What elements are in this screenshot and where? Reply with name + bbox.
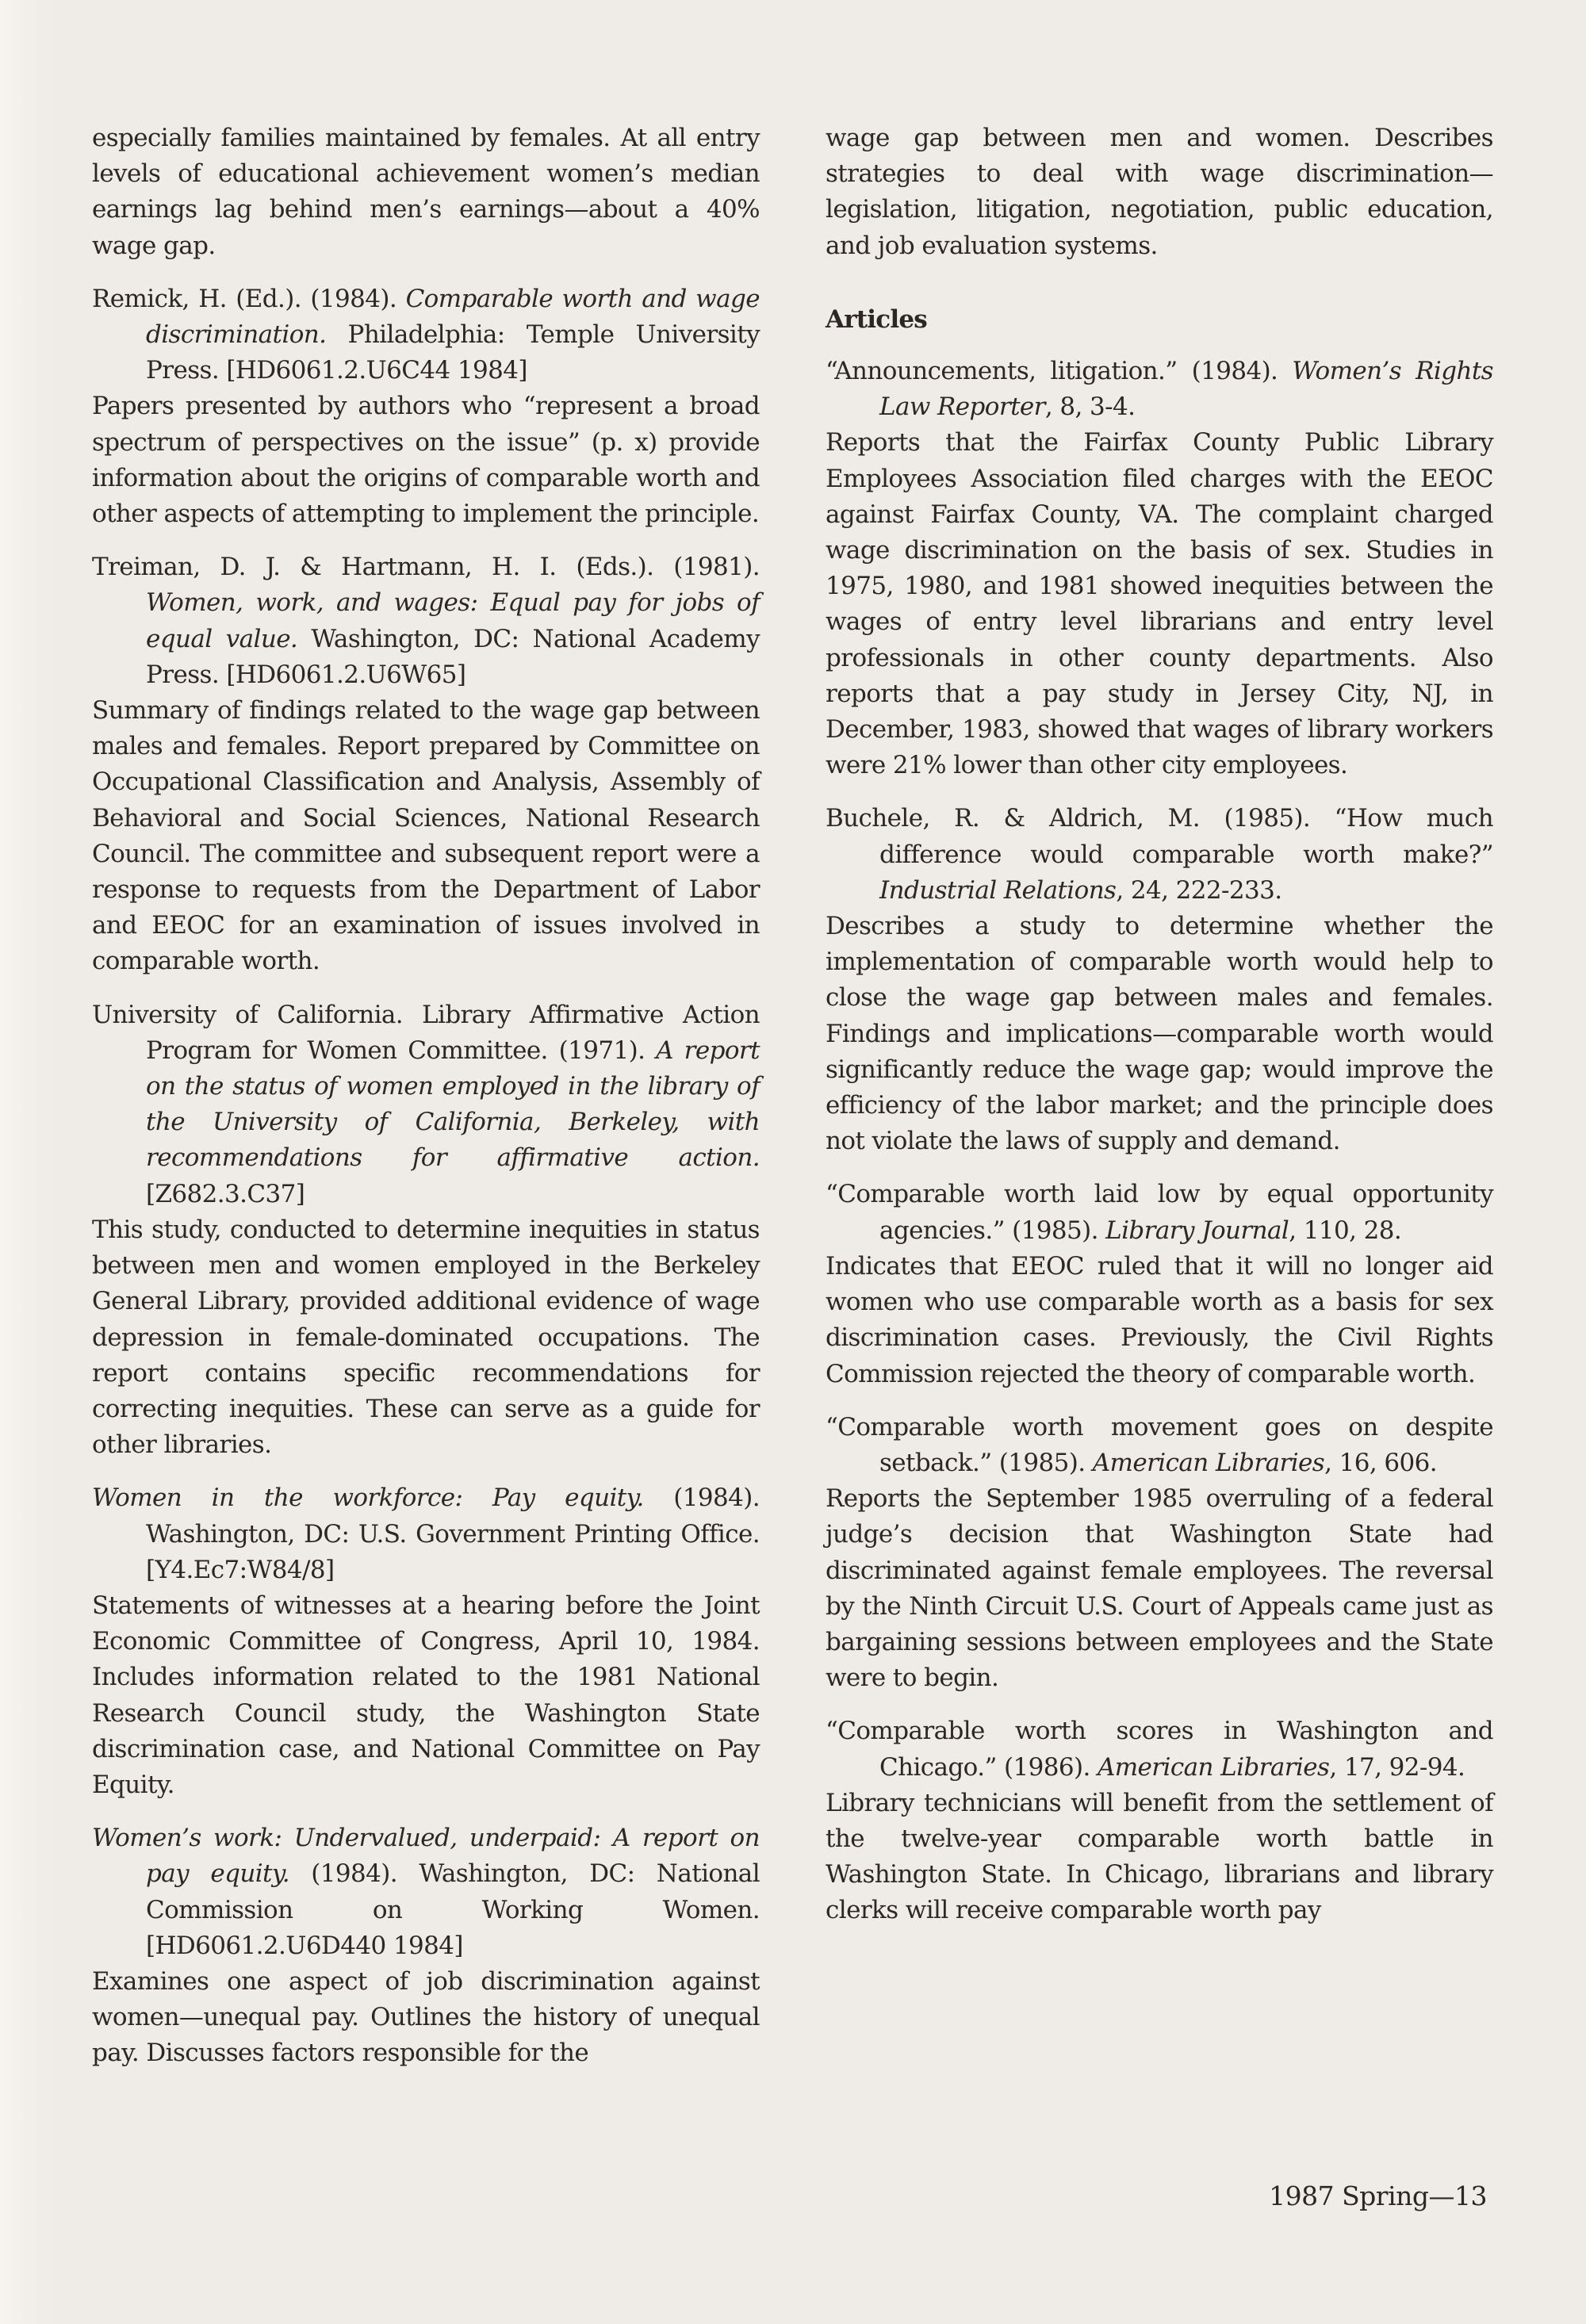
- section-heading-articles: Articles: [826, 304, 927, 334]
- citation: [92, 281, 760, 389]
- citation-volume-pages: , 16, 606.: [1324, 1448, 1437, 1477]
- citation: [92, 549, 760, 693]
- continued-annotation: especially families maintained by females. At all entry levels of educational achievement women’s median earnings lag behind men’s earnings—about a 40% wage gap.: [92, 124, 760, 260]
- citation-lead: Buchele, R. & Aldrich, M. (1985). “How much difference would comparable worth make?”: [826, 804, 1493, 869]
- article-entry: [826, 1177, 1493, 1392]
- citation: [92, 997, 760, 1212]
- citation-lead: “Comparable worth scores in Washington and Chicago.” (1986).: [826, 1717, 1493, 1782]
- bibliography-entry: [92, 549, 760, 979]
- annotation: This study, conducted to determine inequities in status between men and women employed in the Berkeley General Library, provided additional evidence of wage depression in female-dominated occupations. The report contains specific recommendations for correcting inequities. These can serve as a guide for other libraries.: [92, 1215, 760, 1460]
- bibliography-entry: [92, 997, 760, 1464]
- bibliography-entry: [92, 1480, 760, 1803]
- citation-volume-pages: , 17, 92-94.: [1329, 1752, 1465, 1782]
- citation-publisher: (1984). Washington, DC: National Commission on Working Women. [HD6061.2.U6D440 1984]: [146, 1859, 760, 1960]
- article-entry: [826, 1410, 1493, 1697]
- annotation: Statements of witnesses at a hearing before the Joint Economic Committee of Congress, April 10, 1984. Includes information related to the 1981 National Research Council study, the Washington State discrimination case, and National Committee on Pay Equity.: [92, 1591, 760, 1799]
- citation-title: A report on the status of women employed in the library of the University of California, Berkeley, with recommendations for affirmative action.: [146, 1036, 760, 1173]
- citation-author: Treiman, D. J. & Hartmann, H. I. (Eds.). (1981).: [92, 553, 760, 582]
- citation: [826, 1713, 1493, 1785]
- annotation: Examines one aspect of job discrimination against women—unequal pay. Outlines the history of unequal pay. Discusses factors responsible for the: [92, 1966, 760, 2068]
- citation: [826, 354, 1493, 425]
- page-edge-shadow: [0, 0, 48, 2324]
- citation-volume-pages: , 110, 28.: [1289, 1216, 1402, 1245]
- citation-journal: American Libraries: [1092, 1448, 1325, 1477]
- citation: [826, 1177, 1493, 1248]
- annotation: Indicates that EEOC ruled that it will no longer aid women who use comparable worth as a basis for sex discrimination cases. Previously, the Civil Rights Commission rejected the theory of comparable worth.: [826, 1251, 1493, 1388]
- citation-publisher: Washington, DC: National Academy Press. [HD6061.2.U6W65]: [146, 624, 760, 689]
- citation-title: Women’s work: Undervalued, underpaid: A report on pay equity.: [92, 1824, 760, 1889]
- article-entry: [826, 801, 1493, 1159]
- citation-title: Women in the workforce: Pay equity.: [92, 1484, 644, 1513]
- citation-volume-pages: , 24, 222-233.: [1116, 875, 1282, 905]
- citation: [826, 801, 1493, 909]
- left-column: [92, 121, 760, 2089]
- annotation: Summary of findings related to the wage gap between males and females. Report prepared by Committee on Occupational Classification and Analysis, Assembly of Behavioral and Social Sciences, National Research Council. The committee and subsequent report were a response to requests from the Department of Labor and EEOC for an examination of issues involved in comparable worth.: [92, 696, 760, 976]
- citation-publisher: Philadelphia: Temple University Press. [HD6061.2.U6C44 1984]: [146, 320, 760, 385]
- right-column: [826, 121, 1493, 1947]
- citation-publisher: (1984). Washington, DC: U.S. Government Printing Office. [Y4.Ec7:W84/8]: [146, 1484, 760, 1584]
- citation-volume-pages: , 8, 3-4.: [1044, 392, 1136, 422]
- annotation: Reports the September 1985 overruling of a federal judge’s decision that Washington State had discriminated against female employees. The reversal by the Ninth Circuit U.S. Court of Appeals came just as bargaining sessions between employees and the State were to begin.: [826, 1484, 1493, 1693]
- citation-journal: Industrial Relations: [879, 875, 1117, 905]
- article-entry: [826, 354, 1493, 783]
- bibliography-entry: [92, 281, 760, 532]
- annotation: Describes a study to determine whether the implementation of comparable worth would help to close the wage gap between males and females. Findings and implications—comparable worth would significantly reduce the wage gap; would improve the efficiency of the labor market; and the principle does not violate the laws of supply and demand.: [826, 912, 1493, 1156]
- annotation: Reports that the Fairfax County Public Library Employees Association filed charges with the EEOC against Fairfax County, VA. The complaint charged wage discrimination on the basis of sex. Studies in 1975, 1980, and 1981 showed inequities between the wages of entry level librarians and entry level professionals in other county departments. Also reports that a pay study in Jersey City, NJ, in December, 1983, showed that wages of library workers were 21% lower than other city employees.: [826, 428, 1493, 780]
- citation-journal: Women’s Rights Law Reporter: [879, 357, 1493, 422]
- page-footer: 1987 Spring—13: [1269, 2180, 1487, 2211]
- continued-annotation: wage gap between men and women. Describes strategies to deal with wage discrimination—legislation, litigation, negotiation, public education, and job evaluation systems.: [826, 124, 1493, 260]
- citation: [826, 1410, 1493, 1481]
- annotation: Papers presented by authors who “represent a broad spectrum of perspectives on the issue” (p. x) provide information about the origins of comparable worth and other aspects of attempting to implement the principle.: [92, 392, 760, 529]
- annotation: Library technicians will benefit from the settlement of the twelve-year comparable worth battle in Washington State. In Chicago, librarians and library clerks will receive comparable worth pay: [826, 1788, 1493, 1925]
- citation: [92, 1821, 760, 1964]
- bibliography-entry: [92, 1821, 760, 2071]
- citation-author: Remick, H. (Ed.). (1984).: [92, 284, 406, 313]
- citation-lead: “Announcements, litigation.” (1984).: [826, 357, 1293, 386]
- citation: [92, 1480, 760, 1588]
- citation-journal: American Libraries: [1097, 1752, 1330, 1782]
- citation-title: Comparable worth and wage discrimination.: [146, 284, 760, 350]
- citation-title: Women, work, and wages: Equal pay for jobs of equal value.: [146, 588, 760, 653]
- citation-publisher: [Z682.3.C37]: [146, 1179, 305, 1208]
- citation-lead: “Comparable worth movement goes on despite setback.” (1985).: [826, 1412, 1493, 1477]
- citation-author: University of California. Library Affirmative Action Program for Women Committee. (1971).: [92, 1000, 760, 1065]
- article-entry: [826, 1713, 1493, 1928]
- citation-journal: Library Journal: [1105, 1216, 1289, 1245]
- citation-lead: “Comparable worth laid low by equal opportunity agencies.” (1985).: [826, 1180, 1493, 1245]
